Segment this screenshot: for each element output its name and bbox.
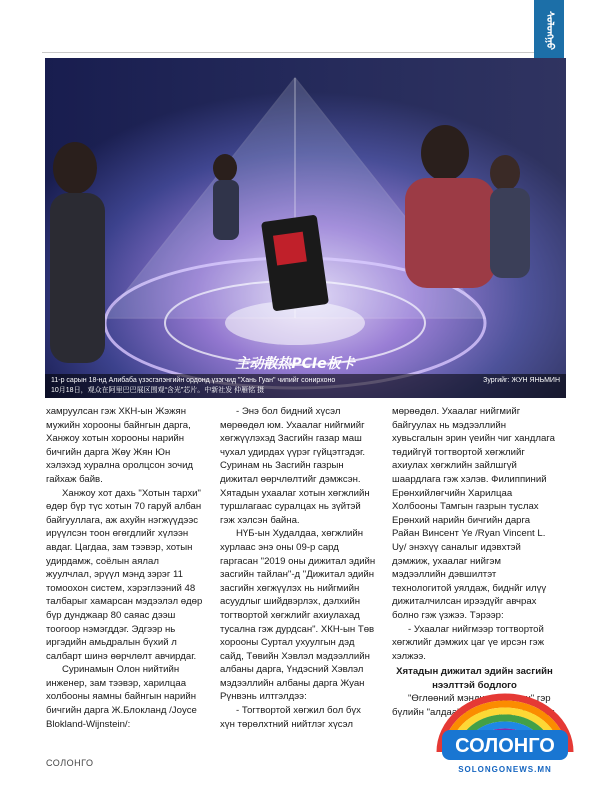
article-column-3	[392, 405, 557, 720]
booth-sign-text: 主动散热PCIe板卡	[235, 356, 355, 372]
caption-credit: Зургийг: ЖУН ЯНЬМИН	[483, 377, 560, 384]
article-column-2	[220, 405, 378, 731]
article-column-1	[46, 405, 204, 731]
section-subheading: Хятадын дижитал эдийн засгийн нээлттэй бодлого	[396, 666, 553, 691]
logo-url-text: SOLONGONEWS.MN	[458, 765, 552, 774]
paragraph: Ханжоу хот дахь "Хотын тархи" өдөр бүр түс хотын 70 гаруй албан байгууллага, аж ахуйн нэгжүүдээс ирүүлсэн тоон өгөгдлийг хүлээн авдаг. Цагдаа, зам тээвэр, хотын удирдамж, соёлын аялал жуулчлал, эрүүл мэнд зэрэг 11 томоохон систем, хэрэглээний 48 талбарыг хамарсан мэдээлэл өдөр бүр дунджаар 80 саяас дээш тоогоор нэмэгддэг. Эдгээр нь иргэдийн амьдралын бүхий л салбарт шинэ өөрчлөлт авчирдаг.	[46, 487, 203, 662]
rainbow-icon	[430, 690, 580, 778]
section-tab-label: ᠰᠣᠯᠣᠩᠭ᠋ᠣ	[544, 10, 555, 50]
photo-illustration	[45, 58, 566, 398]
solongo-logo	[430, 690, 580, 778]
logo-brand-text: СОЛОНГО	[455, 735, 555, 757]
footer-magazine-name: СОЛОНГО	[46, 758, 94, 768]
paragraph: - Тогтвортой хөгжил бол бүх хүн төрөлхтний нийтлэг хүсэл	[220, 705, 361, 730]
caption-chinese: 10月18日，观众在阿里巴巴展区围观“含光”芯片。中新社发 仲雁铭 摄	[51, 387, 265, 394]
photo-caption	[45, 374, 566, 398]
paragraph: Суринамын Олон нийтийн инженер, зам тээвэр, харилцаа холбооны яамны байнгын нарийн бичгийн дарга Ж.Блокланд /Joyce Blokland-Wijnstein/:	[46, 664, 197, 730]
section-tab	[534, 0, 564, 60]
top-divider	[42, 52, 534, 53]
paragraph: "Өглөөний мэндчилгээ эзэн" гэр бүлийн "алдаа" - ухаалаг дуут робот	[392, 693, 555, 719]
paragraph: НҮБ-ын Худалдаа, хөгжлийн хурлаас энэ оны 09-р сард гаргасан "2019 оны дижитал эдийн засгийн тайлан"-д "Дижитал эдийн засгийн хөгжүүлэх нь нийгмийн асуудлыг шийдвэрлэх, дэлхийн тогтвортой хөгжлийг ахиулахад тусална гэж дурдсан". ХКН-ын Төв хорооны Суртал ухуулгын дэд сайд, Төвийн Хэвлэл мэдээллийн албаны дарга, Үндэсний Хэвлэл мэдээллийн албаны дарга Жуан Рүнвэнь илтгэлдээ:	[220, 528, 376, 703]
paragraph: мөрөөдөл. Ухаалаг нийгмийг байгуулах нь мэдээллийн хувьсгалын эрин үеийн чиг хандлага төдийгүй тогтвортой хөгжлийг ахиулах хөгжлийн зайлшгүй шаардлага гэж хэлэв. Филиппиний Ерөнхийлөгчийн Харилцаа Холбооны Тамгын газрын туслах Ерөнхий нарийн бичгийн дарга Райан Винсент Ye /Ryan Vincent L. Uy/ энэхүү саналыг идэвхтэй дэмжиж, ухаалаг нийгэм мэдээллийн дэвшилтэт технологитой уялдаж, биднйг илүү дижиталчилсан ирээдүйг авчрах болно гэж үзжээ. Тэрээр:	[392, 406, 555, 621]
caption-text: 11-р сарын 18-нд Алибаба үзэсгэлэнгийн ордонд үзэгчид "Хань Гуан" чипийг сонирхоно	[51, 377, 336, 384]
news-photo	[45, 58, 566, 398]
paragraph: хамруулсан гэж ХКН-ын Жэжян мужийн хорооны байнгын дарга, Ханжоу хотын хорооны нарийн бичгийн дарга Жөу Жян Юн хэлэхэд хурална оролцсон зочид гайхаж байв.	[46, 406, 194, 485]
paragraph: - Ухаалаг нийгмээр тогтвортой хөгжлийг дэмжих цаг үе ирсэн гэж хэлжээ.	[392, 623, 545, 662]
paragraph: - Энэ бол бидний хүсэл мөрөөдөл юм. Ухаалаг нийгмийг хөгжүүлэхэд Засгийн газар маш чухал удирдах үүрэг гүйцэтгэдэг. Суринам нь Засгийн газрын дижитал өөрчлөлтийг дэмжсэн. Хятадын ухаалаг хотын хөгжлийн туршлагаас суралцах нь зүйтэй гэж хэлсэн байна.	[220, 406, 370, 526]
